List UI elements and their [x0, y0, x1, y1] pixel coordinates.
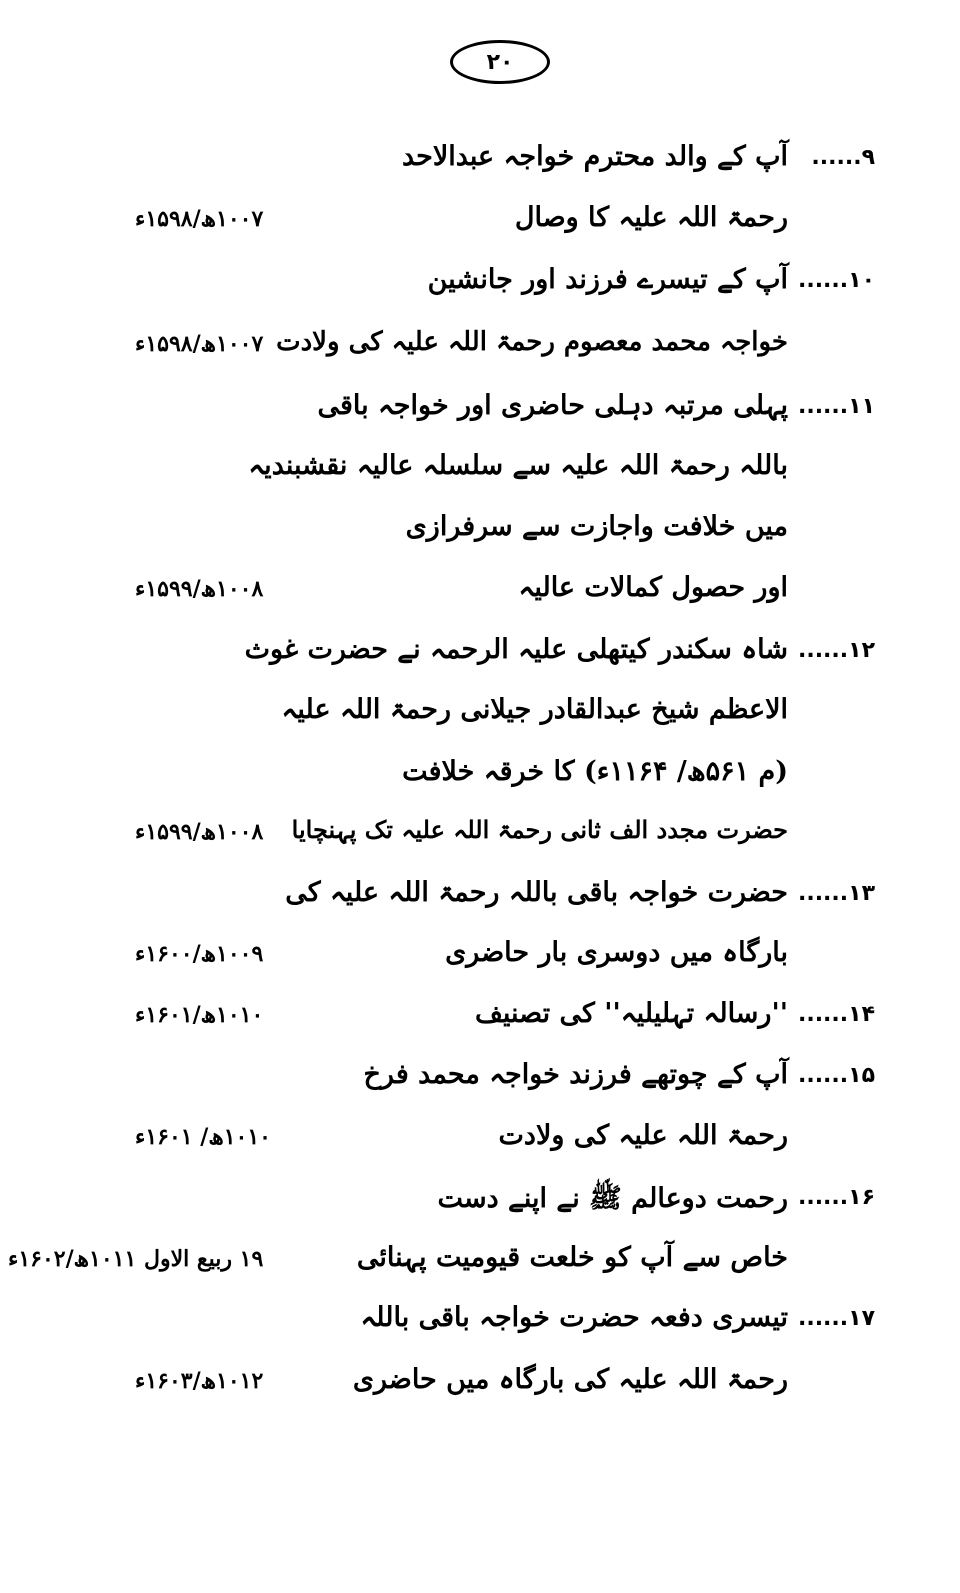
- entry-line: [0, 933, 960, 979]
- entry-line: [0, 1116, 960, 1162]
- entry-text: رحمت دوعالم ﷺ نے اپنے دست: [437, 1183, 788, 1214]
- entry-line: [0, 198, 960, 244]
- entry-line: [0, 323, 960, 369]
- entry-date: ۱۰۰۸ھ/۱۵۹۹ء: [135, 576, 264, 602]
- entry-number: ۱۲......: [797, 638, 875, 663]
- entry-date: ۱۰۱۰ھ/۱۶۰۱ء: [135, 1002, 264, 1028]
- entry-text: آپ کے تیسرے فرزند اور جانشین: [427, 264, 788, 295]
- entry-line: [0, 630, 960, 676]
- entry-line: [0, 1360, 960, 1406]
- entry-line: [0, 690, 960, 736]
- entry-text: بارگاہ میں دوسری بار حاضری: [445, 937, 788, 968]
- entry-text: باللہ رحمۃ اللہ علیہ سے سلسلہ عالیہ نقشبندیہ: [248, 450, 788, 481]
- entry-text: میں خلافت واجازت سے سرفرازی: [405, 511, 788, 542]
- entry-line: [0, 260, 960, 306]
- entry-line: [0, 811, 960, 857]
- entry-line: [0, 752, 960, 798]
- entry-text: خواجہ محمد معصوم رحمۃ اللہ علیہ کی ولادت: [276, 327, 788, 357]
- entry-text: رحمۃ اللہ علیہ کا وصال: [514, 202, 788, 233]
- entry-line: [0, 1298, 960, 1344]
- entry-line: [0, 507, 960, 553]
- entry-text: خاص سے آپ کو خلعت قیومیت پہنائی: [356, 1242, 788, 1273]
- entry-text: الاعظم شیخ عبدالقادر جیلانی رحمۃ اللہ علیہ: [281, 694, 788, 725]
- entry-number: ۹......: [811, 145, 875, 170]
- entry-text: حضرت خواجہ باقی باللہ رحمۃ اللہ علیہ کی: [285, 877, 788, 908]
- entry-text: پہلی مرتبہ دہلی حاضری اور خواجہ باقی: [317, 390, 788, 421]
- entry-number: ۱۶......: [797, 1185, 875, 1210]
- entry-text: حضرت مجدد الف ثانی رحمۃ اللہ علیہ تک پہنچایا: [291, 815, 788, 844]
- entry-text: آپ کے والد محترم خواجہ عبدالاحد: [401, 141, 788, 172]
- entry-line: [0, 1238, 960, 1284]
- entry-text: تیسری دفعہ حضرت خواجہ باقی باللہ: [360, 1302, 788, 1333]
- entry-text: آپ کے چوتھے فرزند خواجہ محمد فرخ: [363, 1059, 788, 1090]
- entry-number: ۱۷......: [797, 1306, 875, 1331]
- entry-number: ۱۵......: [797, 1063, 875, 1088]
- entry-number: ۱۴......: [797, 1002, 875, 1027]
- entry-line: [0, 1177, 960, 1223]
- entry-date: ۱۰۱۰ھ/ ۱۶۰۱ء: [135, 1124, 271, 1150]
- entry-number: ۱۳......: [797, 881, 875, 906]
- entry-line: [0, 568, 960, 614]
- entry-line: [0, 1055, 960, 1101]
- entry-date: ۱۰۰۸ھ/۱۵۹۹ء: [135, 819, 264, 845]
- entry-line: [0, 386, 960, 432]
- entry-date: ۱۰۰۷ھ/۱۵۹۸ء: [135, 206, 264, 232]
- entry-number: ۱۱......: [797, 394, 875, 419]
- entry-text: اور حصول کمالات عالیہ: [518, 572, 788, 603]
- entry-date: ۱۹ ربیع الاول ۱۰۱۱ھ/۱۶۰۲ء: [8, 1246, 264, 1272]
- entry-number: ۱۰......: [797, 268, 875, 293]
- entry-date: ۱۰۰۹ھ/۱۶۰۰ء: [135, 941, 264, 967]
- entry-date: ۱۰۰۷ھ/۱۵۹۸ء: [135, 331, 264, 357]
- entry-text: (م ۵۶۱ھ/ ۱۱۶۴ء) کا خرقہ خلافت: [402, 756, 788, 787]
- entry-line: [0, 137, 960, 183]
- page-number: ۲۰: [486, 49, 514, 75]
- entry-text: شاہ سکندر کیتھلی علیہ الرحمہ نے حضرت غوث: [244, 634, 788, 665]
- entry-text: ''رسالہ تہلیلیہ'' کی تصنیف: [474, 998, 788, 1029]
- entry-line: [0, 446, 960, 492]
- entry-date: ۱۰۱۲ھ/۱۶۰۳ء: [135, 1368, 264, 1394]
- entry-text: رحمۃ اللہ علیہ کی بارگاہ میں حاضری: [352, 1364, 788, 1395]
- entry-line: [0, 994, 960, 1040]
- entry-line: [0, 873, 960, 919]
- entry-text: رحمۃ اللہ علیہ کی ولادت: [498, 1120, 788, 1151]
